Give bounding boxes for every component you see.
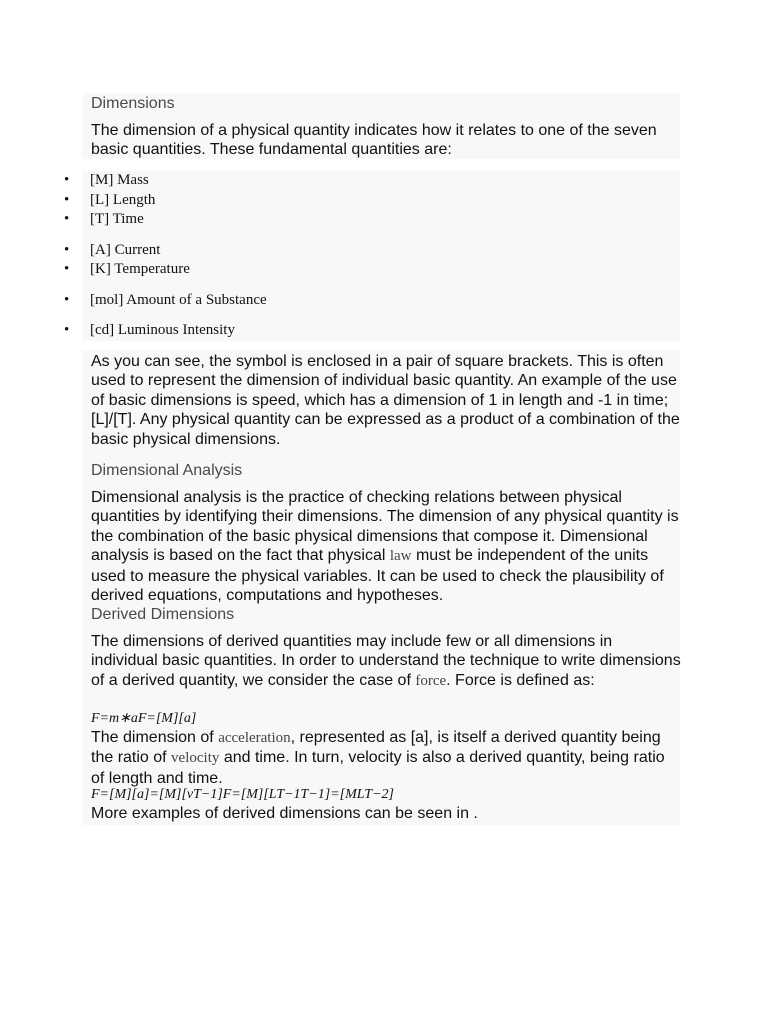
list-item: • [mol] Amount of a Substance (64, 291, 267, 308)
dimensions-heading: Dimensions (91, 95, 175, 112)
dimensional-analysis-heading: Dimensional Analysis (91, 462, 243, 479)
acceleration-paragraph: The dimension of acceleration, represented as [a], is itself a derived quantity being the ratio of velocity and time. In turn, velocity is also a derived quantity, being ratio of length and time. (91, 729, 665, 787)
list-item: • [A] Current (64, 241, 161, 258)
derived-dimensions-heading: Derived Dimensions (91, 606, 235, 623)
acceleration-link[interactable]: acceleration (218, 730, 291, 746)
list-item: • [K] Temperature (64, 261, 190, 277)
list-item: • [cd] Luminous Intensity (64, 322, 235, 338)
list-item: • [L] Length (64, 191, 156, 208)
force-link[interactable]: force (415, 672, 447, 689)
intro-paragraph: The dimension of a physical quantity indicates how it relates to one of the seven basic quantities. These fundamental quantities are: (91, 122, 657, 159)
analysis-paragraph: Dimensional analysis is the practice of checking relations between physical quantities by identifying their dimensions. The dimension of any physical quantity is the combination of the basic physical dimensions that compose it. Dimensional analysis is based on the fact that physical law must be independent of the units used to measure the physical variables. It can be used to check the plausibility of derived equations, computations and hypotheses. (91, 489, 679, 605)
law-link[interactable]: law (389, 548, 412, 565)
list-item: • [M] Mass (64, 172, 149, 188)
force-formula: F=m∗aF=[M][a] (91, 711, 197, 726)
more-examples-paragraph: More examples of derived dimensions can be seen in . (91, 805, 478, 822)
derived-paragraph: The dimensions of derived quantities may include few or all dimensions in individual basic quantities. In order to understand the technique to write dimensions of a derived quantity, we consider the case of force. Force is defined as: (91, 633, 681, 689)
symbol-paragraph: As you can see, the symbol is enclosed in a pair of square brackets. This is often used to represent the dimension of individual basic quantity. An example of the use of basic dimensions is speed, which has a dimension of 1 in length and -1 in time; [L]/[T]. Any physical quantity can be expressed as a product of a combination of the basic physical dimensions. (91, 353, 680, 448)
fundamental-quantities-list (0, 171, 267, 341)
derived-force-formula: F=[M][a]=[M][vT−1]F=[M][LT−1T−1]=[MLT−2] (91, 787, 394, 802)
velocity-link[interactable]: velocity (171, 750, 220, 767)
list-item: • [T] Time (64, 211, 144, 227)
